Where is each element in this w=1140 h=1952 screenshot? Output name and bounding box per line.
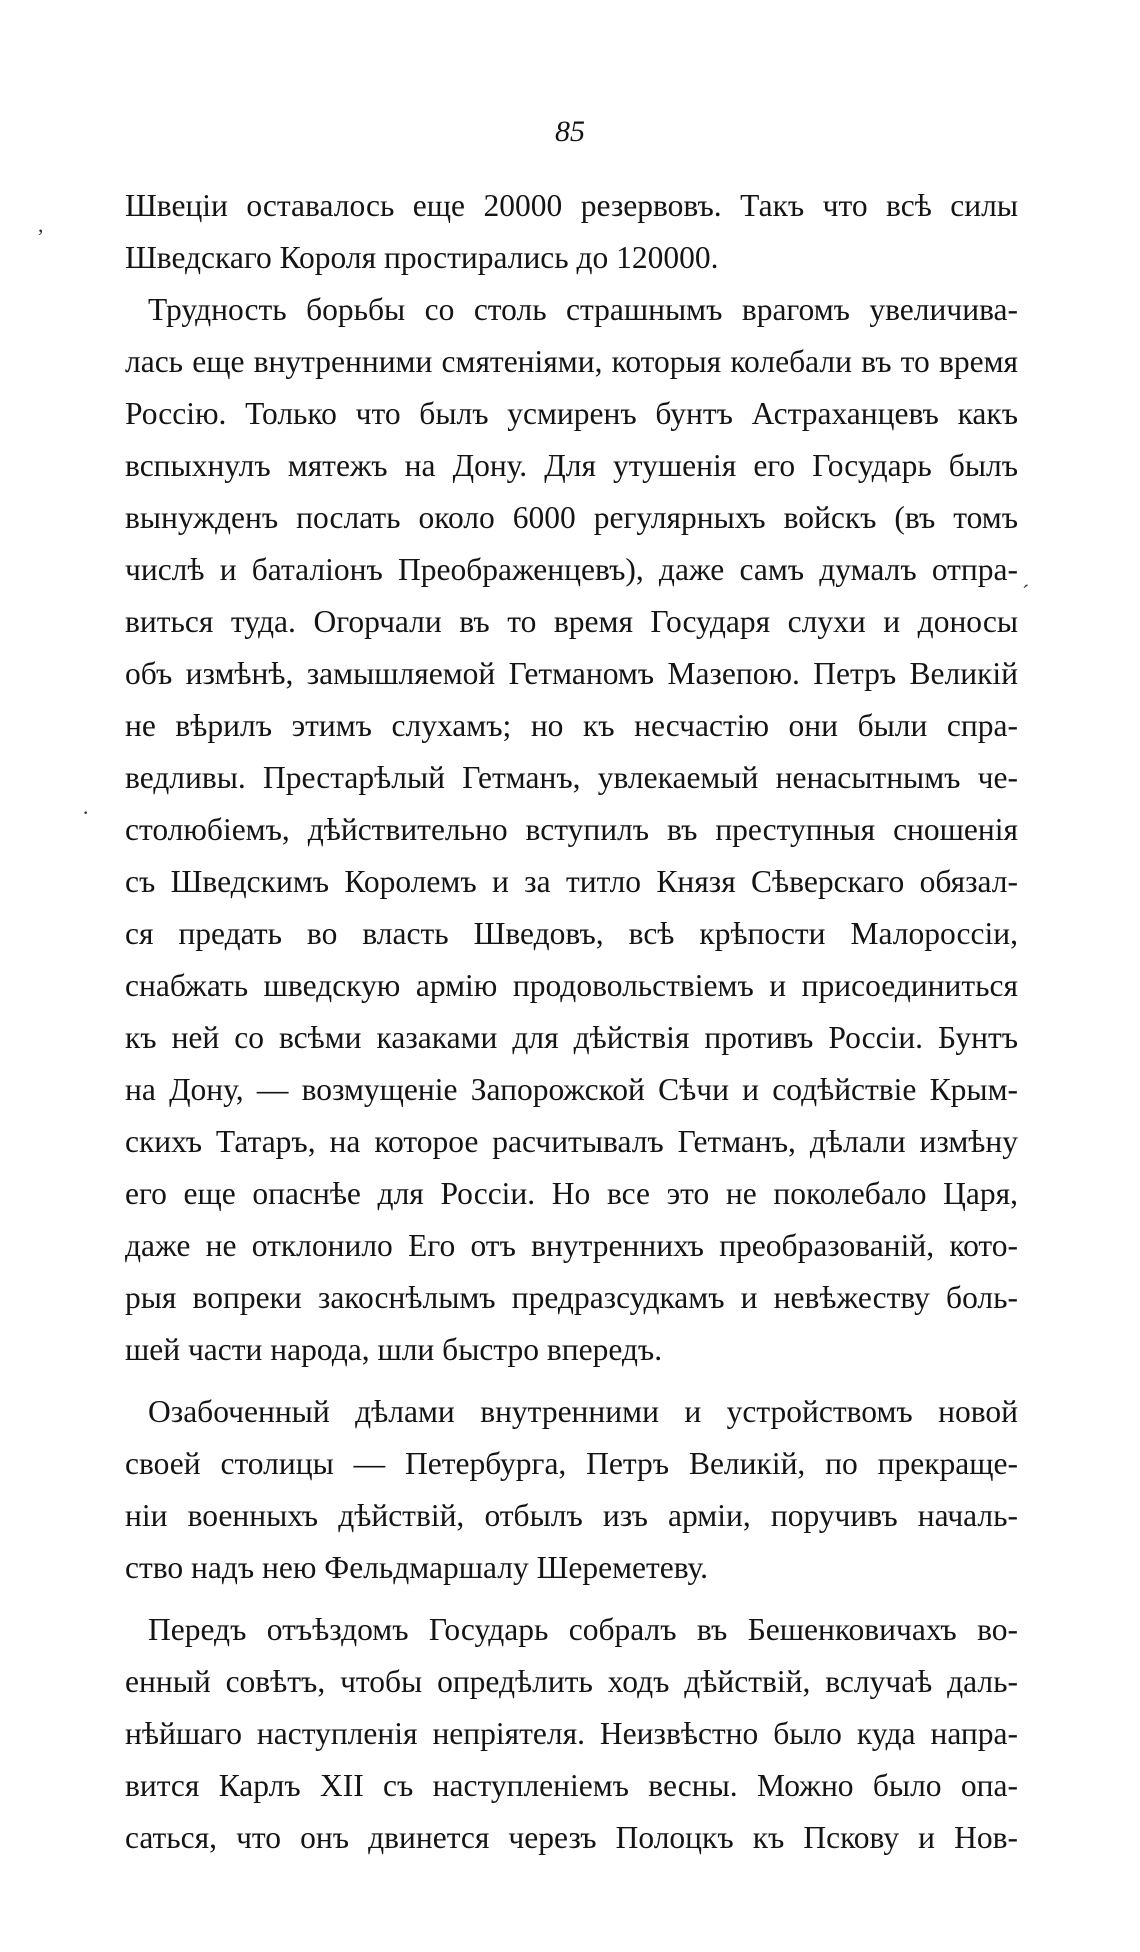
text-line: объ измѣнѣ, замышляемой Гетманомъ Мазепою. Петръ Великій (125, 656, 1018, 691)
text-line: нѣйшаго наступленія непріятеля. Неизвѣстно было куда напра- (125, 1716, 1018, 1751)
text-line: вынужденъ послать около 6000 регулярныхъ войскъ (въ томъ (125, 500, 1018, 535)
text-line: своей столицы — Петербурга, Петръ Великій, по прекраще- (125, 1446, 1018, 1481)
text-line: числѣ и баталіонъ Преображенцевъ), даже самъ думалъ отпра- (125, 552, 1018, 587)
text-line: снабжать шведскую армію продовольствіемъ и присоединиться (125, 968, 1018, 1003)
margin-speck: ´ (1022, 580, 1030, 605)
margin-speck: , (38, 212, 44, 237)
text-line: ство надъ нею Фельдмаршалу Шереметеву. (125, 1550, 709, 1585)
text-line: на Дону, — возмущеніе Запорожской Сѣчи и содѣйствіе Крым- (125, 1072, 1018, 1107)
text-line: ніи военныхъ дѣйствій, отбылъ изъ арміи, поручивъ началь- (125, 1498, 1018, 1533)
text-line: Передъ отъѣздомъ Государь собралъ въ Бешенковичахъ во- (148, 1612, 1018, 1647)
text-line: столюбіемъ, дѣйствительно вступилъ въ преступныя сношенія (125, 812, 1018, 847)
text-line: ведливы. Престарѣлый Гетманъ, увлекаемый ненасытнымъ че- (125, 760, 1018, 795)
margin-speck: · (82, 800, 90, 825)
text-line: виться туда. Огорчали въ то время Государя слухи и доносы (125, 604, 1018, 639)
text-line: не вѣрилъ этимъ слухамъ; но къ несчастію они были спра- (125, 708, 1018, 743)
text-line: къ ней со всѣми казаками для дѣйствія противъ Россіи. Бунтъ (125, 1020, 1018, 1055)
text-line: Трудность борьбы со столь страшнымъ врагомъ увеличива- (148, 292, 1018, 327)
text-line: его еще опаснѣе для Россіи. Но все это не поколебало Царя, (125, 1176, 1018, 1211)
text-line: даже не отклонило Его отъ внутреннихъ преобразованій, кото- (125, 1228, 1018, 1263)
page-number: 85 (555, 115, 585, 148)
text-line: Шведскаго Короля простирались до 120000. (125, 240, 719, 275)
text-line: лась еще внутренними смятеніями, которыя колебали въ то время (125, 344, 1018, 379)
text-line: ся предать во власть Шведовъ, всѣ крѣпости Малороссіи, (125, 916, 1018, 951)
text-line: енный совѣтъ, чтобы опредѣлить ходъ дѣйствій, вслучаѣ даль- (125, 1664, 1018, 1699)
text-line: Озабоченный дѣлами внутренними и устройствомъ новой (148, 1394, 1018, 1429)
text-line: съ Шведскимъ Королемъ и за титло Князя Сѣверскаго обязал- (125, 864, 1018, 899)
text-line: вспыхнулъ мятежъ на Дону. Для утушенія его Государь былъ (125, 448, 1018, 483)
text-line: Швеціи оставалось еще 20000 резервовъ. Такъ что всѣ силы (125, 188, 1018, 223)
text-line: вится Карлъ XII съ наступленіемъ весны. Можно было опа- (125, 1768, 1018, 1803)
text-line: шей части народа, шли быстро впередъ. (125, 1332, 663, 1367)
text-line: скихъ Татаръ, на которое расчитывалъ Гетманъ, дѣлали измѣну (125, 1124, 1018, 1159)
text-line: рыя вопреки закоснѣлымъ предразсудкамъ и невѣжеству боль- (125, 1280, 1018, 1315)
text-line: саться, что онъ двинется черезъ Полоцкъ къ Пскову и Нов- (125, 1820, 1018, 1855)
text-line: Россію. Только что былъ усмиренъ бунтъ Астраханцевъ какъ (125, 396, 1018, 431)
